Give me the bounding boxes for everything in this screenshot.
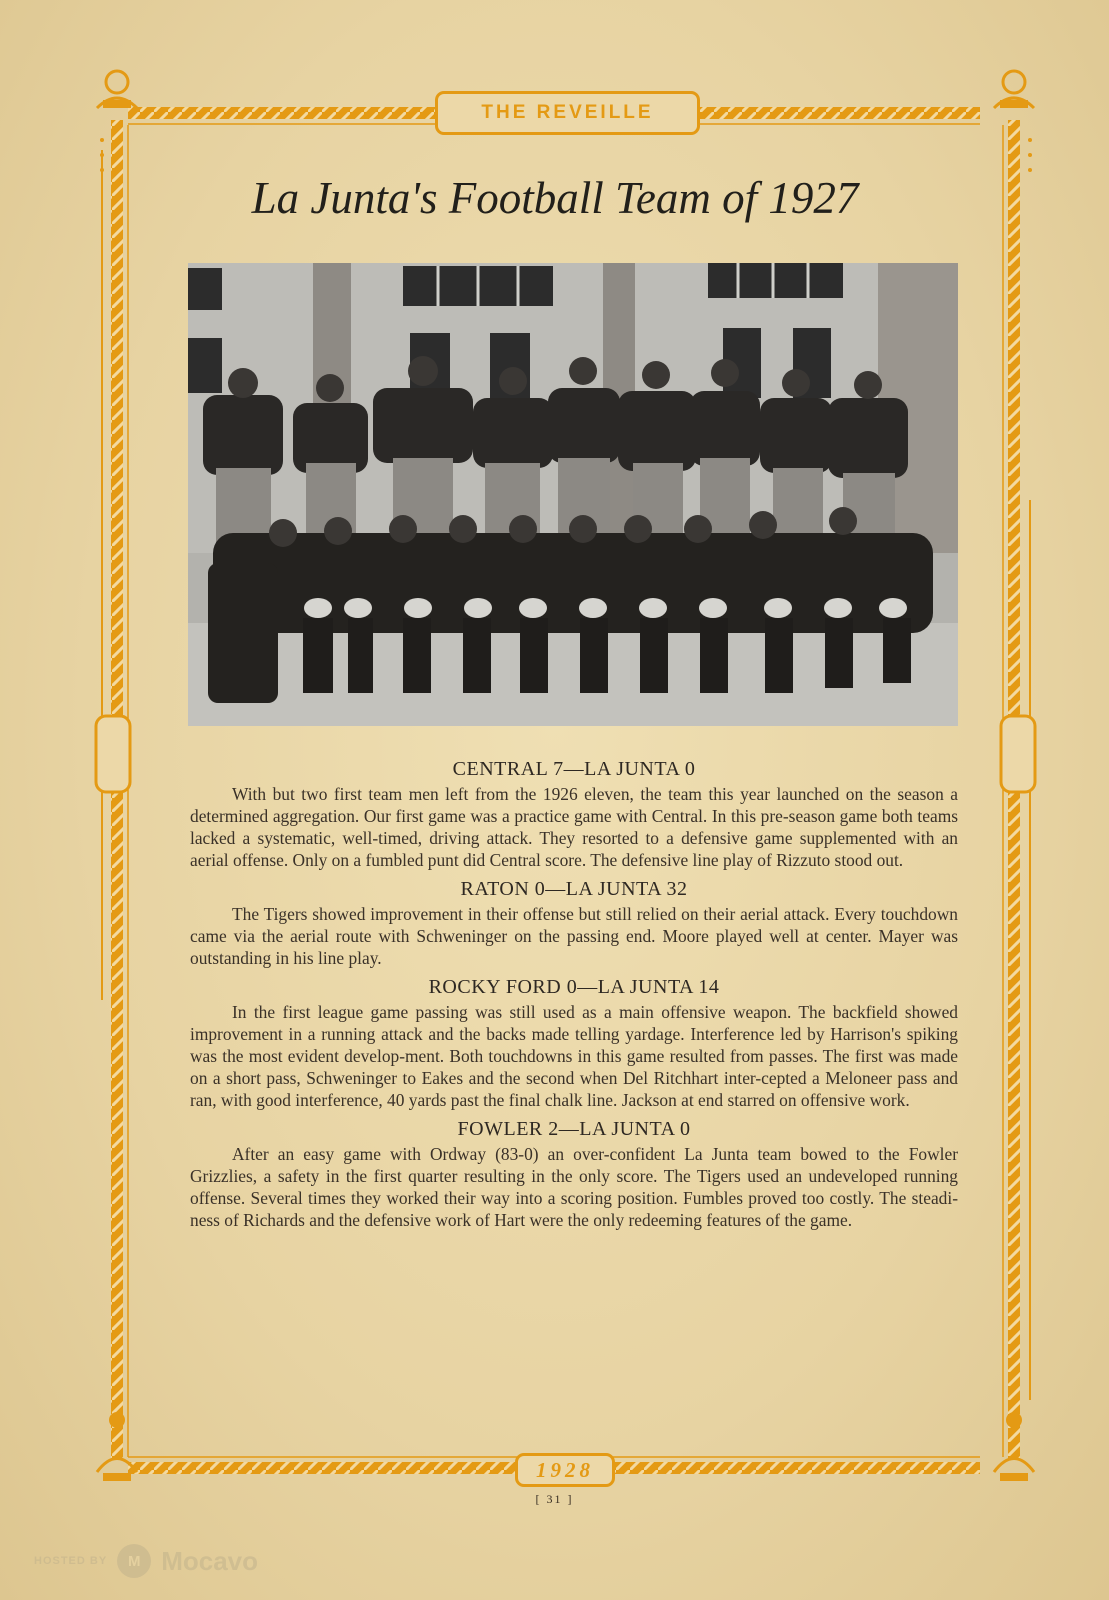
watermark-brand: Mocavo xyxy=(161,1545,258,1576)
game-heading: FOWLER 2—LA JUNTA 0 xyxy=(457,1118,691,1140)
game-summary: With but two first team men left from the 1926 eleven, the team this year launched on the season a determined aggregation. Our first game was a practice game with Central. In this pre-season game both teams lacked a systematic, well-timed, driving attack. They resorted to a defensive game supplemented with an aerial offense. Only on a fumbled punt did Central score. The defensive line play of Rizzuto stood out. xyxy=(190,784,958,870)
page-number: [ 31 ] xyxy=(535,1492,574,1506)
game-section xyxy=(190,755,958,871)
publication-name: THE REVEILLE xyxy=(481,102,654,123)
game-heading: CENTRAL 7—LA JUNTA 0 xyxy=(452,758,696,780)
team-photo-icon xyxy=(188,263,958,726)
game-heading: RATON 0—LA JUNTA 32 xyxy=(460,878,688,900)
page-title: La Junta's Football Team of 1927 xyxy=(251,173,859,223)
game-section xyxy=(190,1115,958,1231)
yearbook-year: 1928 xyxy=(536,1457,594,1482)
footer-year-banner xyxy=(515,1453,615,1487)
hosted-by-label: HOSTED BY xyxy=(34,1555,108,1567)
team-photo-illustration xyxy=(188,263,958,726)
hosting-watermark xyxy=(34,1541,258,1581)
game-summary: In the first league game passing was still used as a main offensive weapon. The backfield showed improvement in a running attack and the backs made telling yardage. Interference led by Harrison's spiking was the most evident develop-ment. Both touchdowns in this game resulted from passes. The first was made on a short pass, Schweninger to Eakes and the second when Del Ritchhart inter-cepted a Meloneer pass and ran, with good interference, 40 yards past the final chalk line. Jackson at end starred on offensive work. xyxy=(190,1002,958,1110)
mocavo-logo-icon: M xyxy=(117,1544,151,1578)
article-body xyxy=(190,755,958,1235)
header-banner xyxy=(435,91,700,135)
game-summary: After an easy game with Ordway (83-0) an over-confident La Junta team bowed to the Fowler Grizzlies, a safety in the first quarter resulting in the only score. The Tigers used an undeveloped running offense. Several times they worked their way into a scoring position. Fumbles proved too costly. The steadi-ness of Richards and the defensive work of Hart were the only redeeming features of the game. xyxy=(190,1144,958,1230)
game-summary: The Tigers showed improvement in their offense but still relied on their aerial attack. Every touchdown came via the aerial route with Schweninger on the passing end. Moore played well at center. Mayer was outstanding in his line play. xyxy=(190,904,958,968)
game-heading: ROCKY FORD 0—LA JUNTA 14 xyxy=(428,976,720,998)
game-section xyxy=(190,973,958,1111)
game-section xyxy=(190,875,958,969)
